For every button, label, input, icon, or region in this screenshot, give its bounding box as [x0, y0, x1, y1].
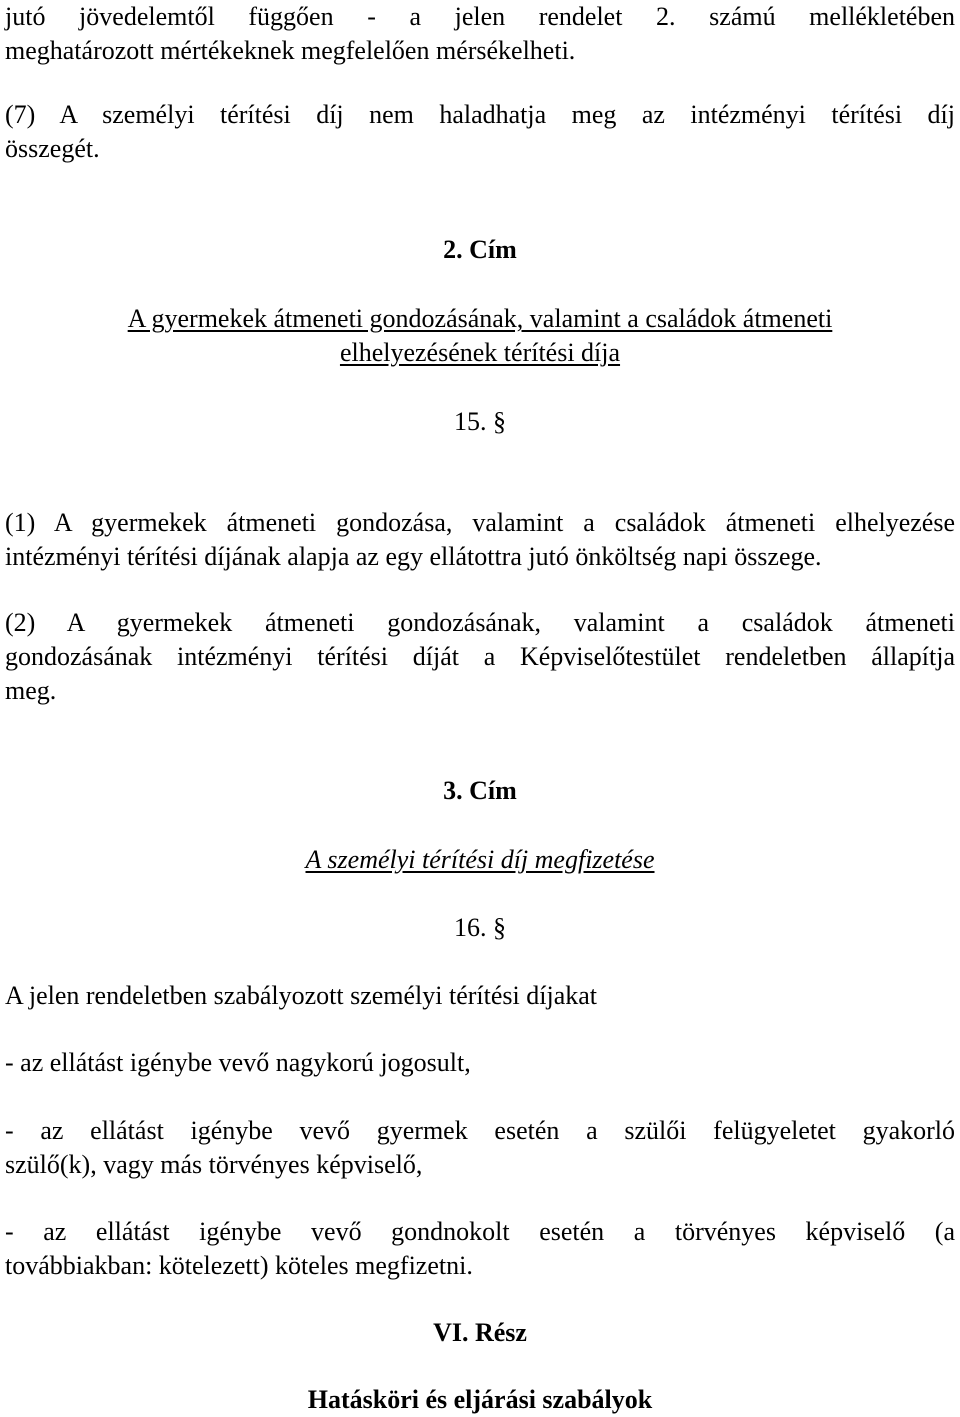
chapter-title-line: elhelyezésének térítési díja [339, 338, 621, 367]
list-item-line: - az ellátást igénybe vevő gyermek esetén a szülői felügyeletet gyakorló [5, 1116, 955, 1145]
section-15-paragraph-2 [5, 606, 955, 708]
part-6-title: Hatásköri és eljárási szabályok [307, 1385, 653, 1414]
paragraph-line: meghatározott mértékeknek megfelelően mérsékelheti. [5, 36, 576, 65]
list-item-line: továbbiakban: kötelezett) köteles megfizetni. [5, 1251, 473, 1280]
paragraph-line: gondozásának intézményi térítési díját a Képviselőtestület rendeletben állapítja [5, 642, 955, 671]
part-6-heading: VI. Rész [433, 1318, 527, 1347]
paragraph-line: jutó jövedelemtől függően - a jelen rendelet 2. számú mellékletében [5, 2, 955, 31]
chapter-title-line: A gyermekek átmeneti gondozásának, valamint a családok átmeneti [127, 304, 833, 333]
paragraph-line: (1) A gyermekek átmeneti gondozása, valamint a családok átmeneti elhelyezése [5, 508, 955, 537]
list-item-line: szülő(k), vagy más törvényes képviselő, [5, 1150, 423, 1179]
chapter-2-heading: 2. Cím [443, 235, 517, 264]
section-16-item-3 [5, 1215, 955, 1283]
paragraph-line: meg. [5, 676, 57, 705]
chapter-title-line: A személyi térítési díj megfizetése [305, 845, 655, 874]
paragraph-7 [5, 98, 955, 166]
section-16-number: 16. § [454, 913, 506, 942]
chapter-3-heading: 3. Cím [443, 776, 517, 805]
paragraph-line: intézményi térítési díjának alapja az egy ellátottra jutó önköltség napi összege. [5, 542, 822, 571]
paragraph-line: (7) A személyi térítési díj nem haladhatja meg az intézményi térítési díj [5, 100, 955, 129]
section-15-paragraph-1 [5, 506, 955, 574]
section-16-item-2 [5, 1114, 955, 1182]
paragraph-6-continuation [5, 0, 955, 68]
section-16-item-1: - az ellátást igénybe vevő nagykorú jogosult, [5, 1048, 471, 1077]
paragraph-line: összegét. [5, 134, 100, 163]
chapter-2-title [5, 302, 955, 370]
section-16-intro: A jelen rendeletben szabályozott személyi térítési díjakat [5, 981, 597, 1010]
paragraph-line: (2) A gyermekek átmeneti gondozásának, valamint a családok átmeneti [5, 608, 955, 637]
chapter-3-title [5, 843, 955, 877]
section-15-number: 15. § [454, 407, 506, 436]
list-item-line: - az ellátást igénybe vevő gondnokolt esetén a törvényes képviselő (a [5, 1217, 955, 1246]
